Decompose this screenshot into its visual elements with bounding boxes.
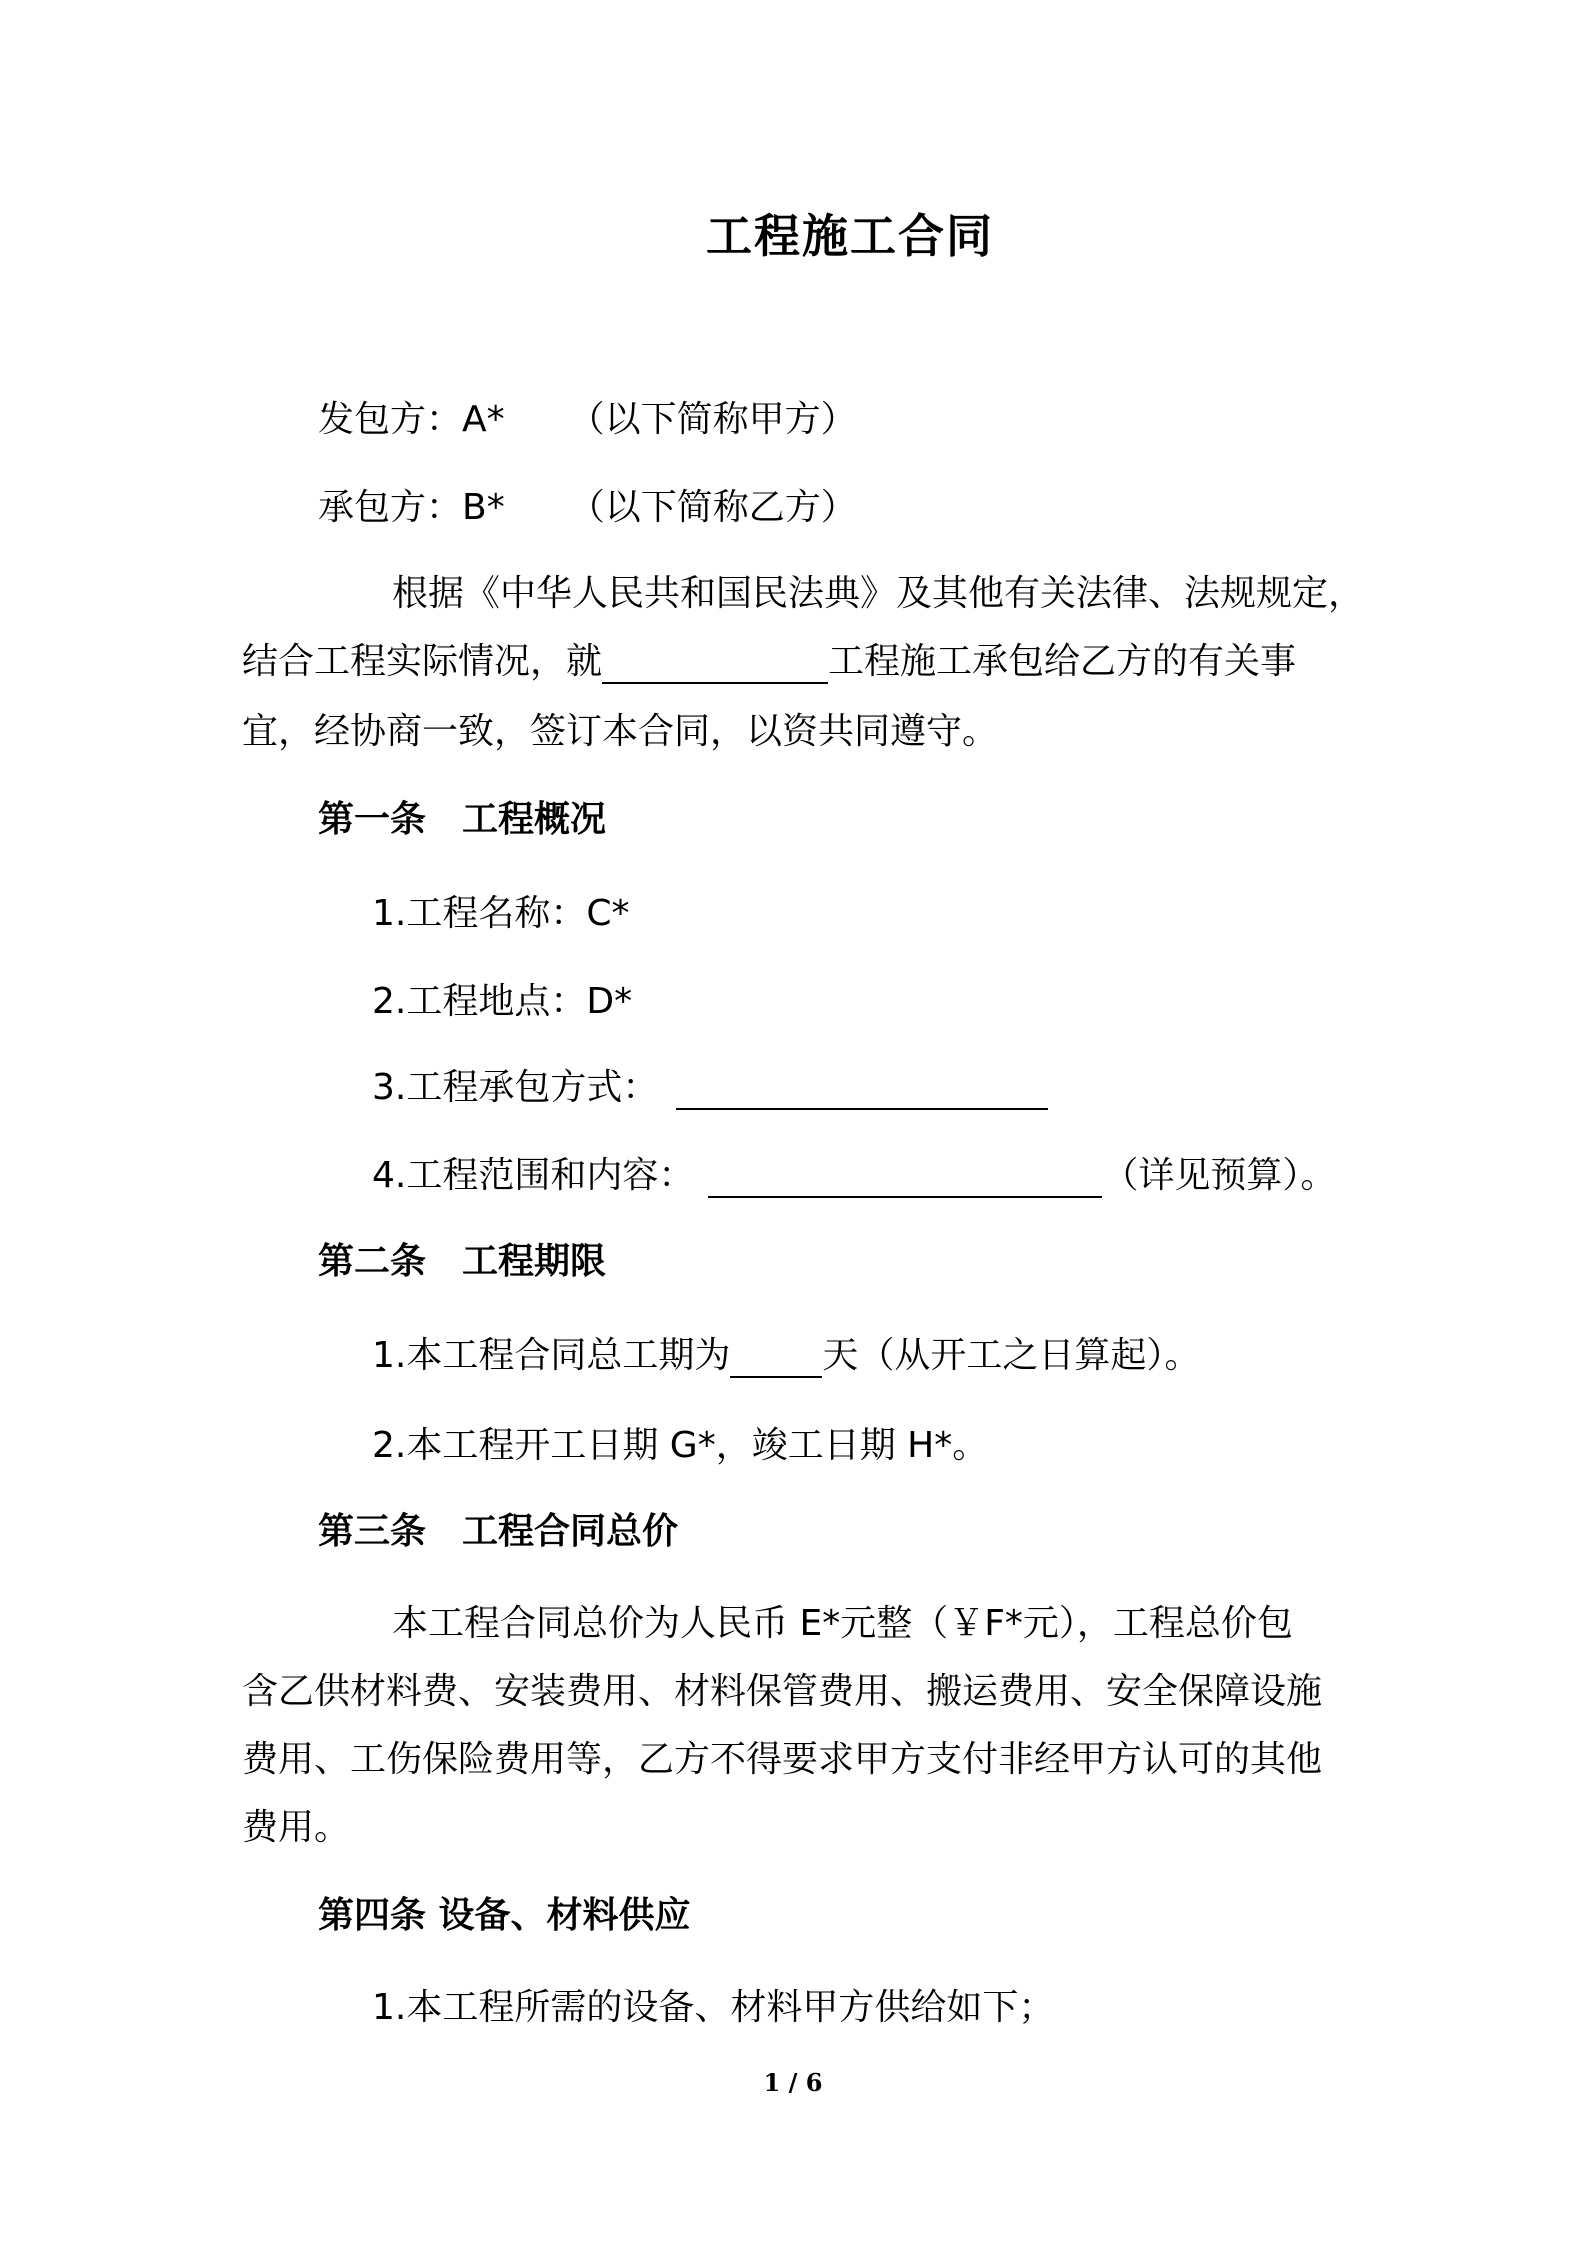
- article-2-item-1-after: 天（从开工之日算起）。: [822, 1335, 1201, 1376]
- article-3-heading: 第三条 工程合同总价: [318, 1511, 679, 1552]
- preamble-line-1: 根据《中华人民共和国民法典》及其他有关法律、法规规定，: [392, 573, 1365, 614]
- project-name-blank: [602, 642, 828, 684]
- article-3-line-4: 费用。: [242, 1807, 351, 1848]
- article-1-item-4: [372, 1154, 1336, 1198]
- scope-blank: [708, 1156, 1102, 1198]
- article-1-item-4-after: （详见预算）。: [1102, 1155, 1337, 1196]
- article-1-item-3-label: 3.工程承包方式：: [372, 1067, 659, 1108]
- contractor-label: 承包方：: [318, 487, 463, 528]
- article-3-line-3: 费用、工伤保险费用等，乙方不得要求甲方支付非经甲方认可的其他: [242, 1739, 1323, 1780]
- preamble-line-3: 宜，经协商一致，签订本合同，以资共同遵守。: [242, 711, 999, 752]
- article-2-item-1: [372, 1334, 1200, 1378]
- article-1-item-1: 1.工程名称：C*: [372, 893, 630, 934]
- employer-note: （以下简称甲方）: [568, 399, 857, 440]
- contractor-line: [318, 486, 857, 530]
- preamble-line-2: [242, 640, 1296, 684]
- article-2-item-2: 2.本工程开工日期 G*，竣工日期 H*。: [372, 1425, 989, 1466]
- article-1-item-4-before: 4.工程范围和内容：: [372, 1155, 695, 1196]
- document-title: 工程施工合同: [706, 209, 994, 263]
- article-3-line-1: 本工程合同总价为人民币 E*元整（￥F*元），工程总价包: [392, 1603, 1293, 1644]
- contract-method-blank: [676, 1068, 1048, 1110]
- article-4-heading: 第四条 设备、材料供应: [318, 1895, 691, 1936]
- duration-blank: [730, 1336, 822, 1378]
- page-number: 1 / 6: [763, 2068, 823, 2097]
- article-3-line-2: 含乙供材料费、安装费用、材料保管费用、搬运费用、安全保障设施: [242, 1671, 1323, 1712]
- employer-label: 发包方：: [318, 399, 463, 440]
- article-1-item-3: [372, 1066, 1048, 1110]
- preamble-line-2-after: 工程施工承包给乙方的有关事: [828, 641, 1297, 682]
- contractor-note: （以下简称乙方）: [568, 487, 857, 528]
- article-4-item-1: 1.本工程所需的设备、材料甲方供给如下；: [372, 1987, 1055, 2028]
- employer-line: [318, 398, 857, 442]
- article-2-item-1-before: 1.本工程合同总工期为: [372, 1335, 731, 1376]
- article-1-item-2: 2.工程地点：D*: [372, 981, 633, 1022]
- article-1-heading: 第一条 工程概况: [318, 799, 607, 840]
- employer-name: A*: [462, 399, 505, 440]
- preamble-line-2-before: 结合工程实际情况，就: [242, 641, 603, 682]
- contractor-name: B*: [462, 487, 505, 528]
- article-2-heading: 第二条 工程期限: [318, 1241, 607, 1282]
